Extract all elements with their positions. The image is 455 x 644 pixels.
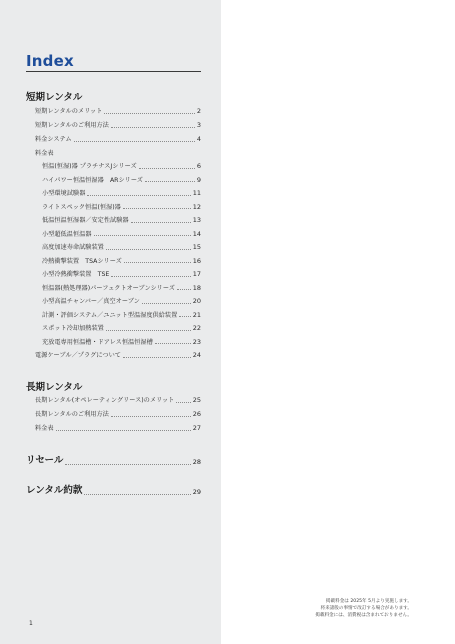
index-title: Index <box>26 52 74 70</box>
toc-entry[interactable] <box>35 395 201 404</box>
toc-entry-label: 計測・評価システム／ユニット型温湿度供給装置 <box>42 311 178 319</box>
dot-leader <box>179 316 190 317</box>
toc-entry-label: 小型高温チャンバー／真空オーブン <box>42 298 140 305</box>
toc-entry-label: 冷熱衝撃装置 TSAシリーズ <box>42 257 122 265</box>
toc-entry-page: 25 <box>192 396 201 404</box>
toc-entry-label: 恒温(恒湿)器 プラチナスJシリーズ <box>42 163 137 170</box>
dot-leader <box>106 249 191 250</box>
toc-entry-page: 18 <box>192 283 201 292</box>
section-short-term-title: 短期レンタル <box>26 92 83 103</box>
toc-entry[interactable] <box>35 106 201 115</box>
toc-entry-label: 料金システム <box>35 136 72 143</box>
section-resale-title: リセール <box>26 455 64 466</box>
toc-entry-page: 23 <box>192 337 201 346</box>
toc-entry-page: 29 <box>192 488 201 496</box>
note-line: 掲載料金には、消費税は含まれておりません。 <box>315 613 412 619</box>
toc-entry[interactable] <box>35 350 201 359</box>
toc-entry-page: 26 <box>192 410 201 418</box>
toc-entry-label: 短期レンタルのメリット <box>35 108 103 115</box>
section-long-term-title: 長期レンタル <box>26 382 83 393</box>
toc-entry-page: 6 <box>196 162 201 170</box>
toc-entry[interactable] <box>42 161 201 170</box>
dot-leader <box>111 127 195 128</box>
dot-leader <box>87 195 190 196</box>
toc-entry-label: 電源ケーブル／プラグについて <box>35 352 121 359</box>
toc-entry-page: 4 <box>196 135 201 143</box>
dot-leader <box>104 113 194 114</box>
toc-entry-label: スポット冷却加熱装置 <box>42 325 104 332</box>
toc-entry[interactable] <box>42 323 201 332</box>
toc-entry-label: 充放電専用恒温槽・ドアレス恒温恒湿槽 <box>42 338 153 346</box>
toc-entry[interactable] <box>42 296 201 305</box>
dot-leader <box>56 430 191 431</box>
dot-leader <box>142 303 191 304</box>
dot-leader <box>139 168 195 169</box>
toc-entry[interactable] <box>42 202 201 211</box>
page-number: 1 <box>29 620 33 627</box>
toc-entry[interactable] <box>42 229 201 238</box>
dot-leader <box>131 222 191 223</box>
dot-leader <box>123 357 191 358</box>
dot-leader <box>145 181 195 182</box>
toc-entry-page: 12 <box>192 202 201 211</box>
dot-leader <box>111 416 191 417</box>
title-divider <box>26 71 201 72</box>
toc-entry-label: 小型環境試験器 <box>42 190 86 197</box>
dot-leader <box>176 402 190 403</box>
toc-entry[interactable] <box>42 269 201 278</box>
pricing-notes <box>315 598 412 620</box>
dot-leader <box>106 330 191 331</box>
dot-leader <box>123 208 191 209</box>
toc-entry-page: 21 <box>192 310 201 319</box>
toc-entry[interactable] <box>42 188 201 197</box>
toc-entry-page: 27 <box>192 424 201 432</box>
toc-entry-page: 17 <box>192 270 201 278</box>
toc-entry-page: 15 <box>192 243 201 251</box>
toc-section-resale[interactable] <box>26 453 201 466</box>
toc-entry-label: 小型超低温恒温器 <box>42 230 92 238</box>
dot-leader <box>155 343 191 344</box>
toc-entry[interactable] <box>35 409 201 418</box>
toc-entry-label: 長期レンタル(オペレーティングリース)のメリット <box>35 397 175 404</box>
section-terms-title: レンタル約款 <box>26 485 83 496</box>
dot-leader <box>74 141 195 142</box>
toc-entry-label: ハイパワー恒温恒湿器 ARシリーズ <box>42 176 143 184</box>
dot-leader <box>124 262 191 263</box>
toc-entry[interactable] <box>35 423 201 432</box>
dot-leader <box>65 464 190 465</box>
note-line: 掲載料金は 2025年 5月より実施します。 <box>325 599 412 604</box>
toc-entry[interactable] <box>42 337 201 346</box>
toc-entry-page: 20 <box>192 297 201 305</box>
toc-entry-label: 恒温器(熱処理器)パーフェクトオーブンシリーズ <box>42 284 175 292</box>
toc-entry-label: ライトスペック恒温(恒湿)器 <box>42 203 121 211</box>
fee-table-label: 料金表 <box>35 150 54 157</box>
toc-entry-label: 高度加速寿命試験装置 <box>42 244 104 251</box>
toc-entry-page: 13 <box>192 216 201 224</box>
toc-entry-page: 24 <box>192 351 201 359</box>
dot-leader <box>177 289 191 290</box>
toc-section-terms[interactable] <box>26 483 201 496</box>
toc-entry[interactable] <box>42 242 201 251</box>
toc-entry-page: 16 <box>192 256 201 265</box>
toc-entry-page: 14 <box>192 229 201 238</box>
toc-entry[interactable] <box>35 120 201 129</box>
toc-entry-page: 22 <box>192 324 201 332</box>
toc-entry[interactable] <box>42 283 201 292</box>
dot-leader <box>94 235 191 236</box>
toc-entry-label: 低温恒温恒湿器／安定性試験器 <box>42 217 129 224</box>
toc-entry[interactable] <box>42 310 201 319</box>
toc-entry-page: 2 <box>196 107 201 115</box>
toc-entry[interactable] <box>42 256 201 265</box>
toc-entry-page: 11 <box>192 189 201 197</box>
toc-entry[interactable] <box>35 134 201 143</box>
note-line: 将来諸般の事情で改訂する場合があります。 <box>320 606 412 612</box>
dot-leader <box>111 276 190 277</box>
toc-entry-label: 長期レンタルのご利用方法 <box>35 411 109 418</box>
dot-leader <box>84 494 190 495</box>
toc-entry-page: 3 <box>196 121 201 129</box>
toc-entry[interactable] <box>42 175 201 184</box>
toc-entry-label: 短期レンタルのご利用方法 <box>35 122 109 129</box>
toc-entry-page: 28 <box>192 458 201 466</box>
toc-entry-label: 料金表 <box>35 425 54 432</box>
toc-entry-label: 小型冷熱衝撃装置 TSE <box>42 271 110 278</box>
toc-entry[interactable] <box>42 215 201 224</box>
toc-entry-page: 9 <box>196 175 201 184</box>
